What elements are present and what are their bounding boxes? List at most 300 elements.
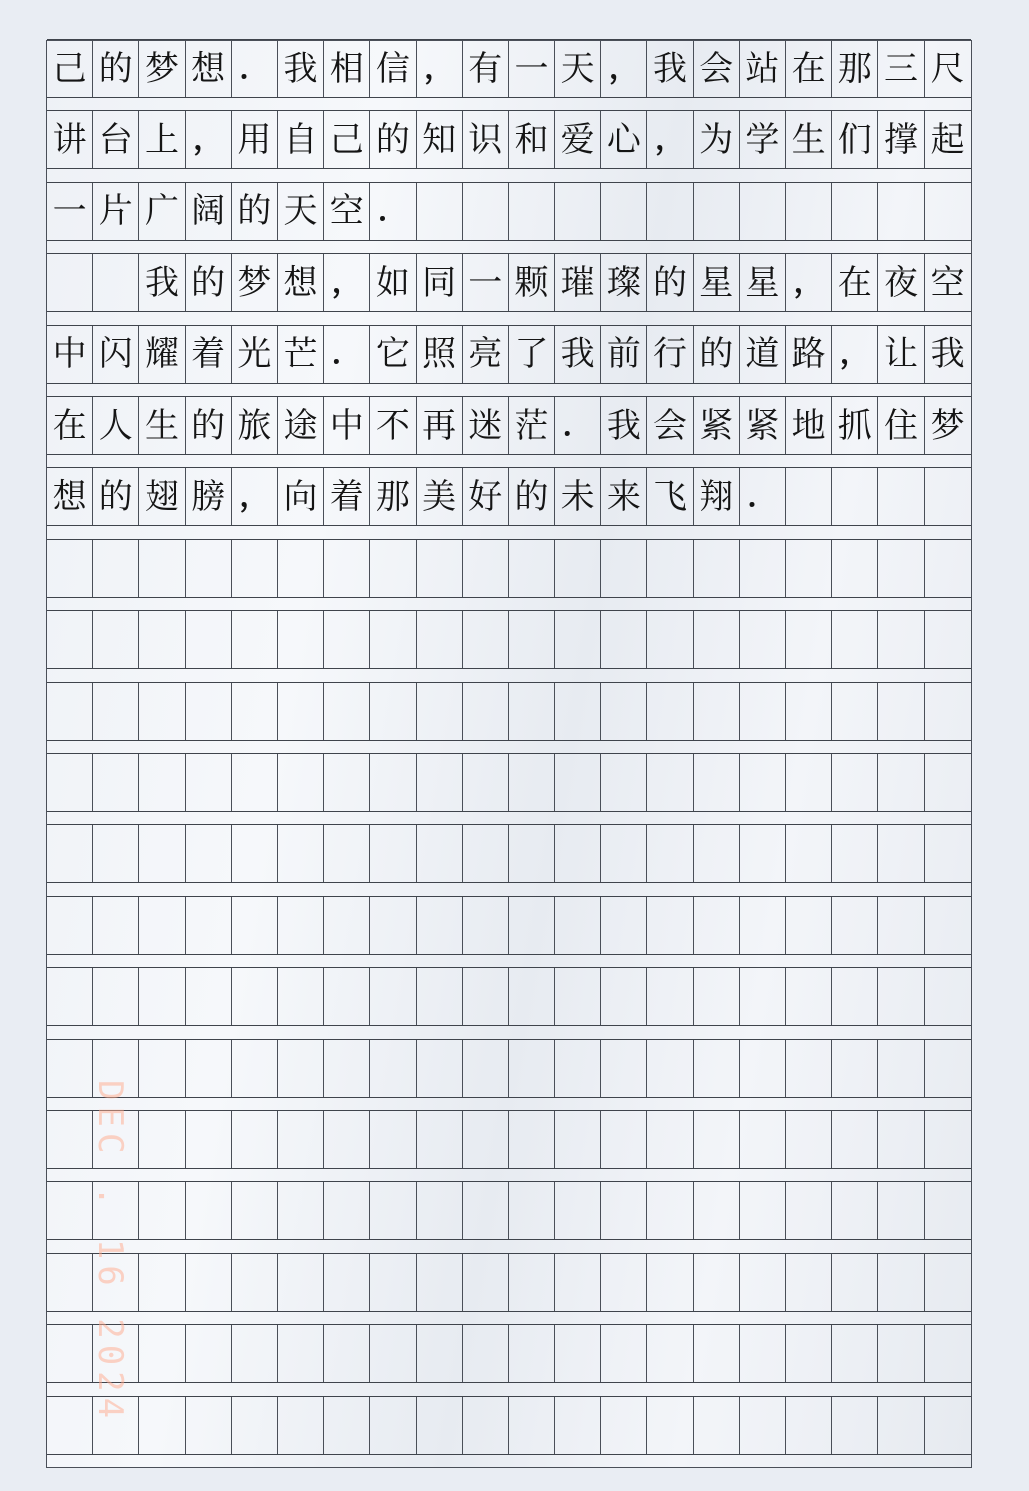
grid-cell — [555, 1325, 601, 1382]
grid-row — [47, 682, 971, 741]
grid-cell — [186, 611, 232, 668]
grid-cell: 亮 — [463, 326, 509, 383]
grid-cell — [186, 754, 232, 811]
grid-cell — [278, 611, 324, 668]
grid-cell — [694, 1182, 740, 1239]
grid-cell — [694, 754, 740, 811]
grid-cell — [925, 968, 971, 1025]
grid-cell — [278, 683, 324, 740]
grid-cell — [93, 540, 139, 597]
grid-cell — [694, 1040, 740, 1097]
grid-cell — [647, 754, 693, 811]
grid-cell — [232, 683, 278, 740]
grid-cell — [740, 183, 786, 240]
grid-cell: 中 — [47, 326, 93, 383]
grid-cell: ． — [232, 40, 278, 97]
grid-cell — [740, 897, 786, 954]
grid-cell — [370, 1325, 416, 1382]
grid-cell — [47, 754, 93, 811]
grid-cell — [647, 897, 693, 954]
grid-cell: 抓 — [832, 397, 878, 454]
grid-cell: 想 — [186, 40, 232, 97]
grid-row — [47, 1253, 971, 1312]
grid-cell — [93, 254, 139, 311]
grid-cell — [647, 183, 693, 240]
grid-cell: 翔 — [694, 468, 740, 525]
grid-cell: 讲 — [47, 111, 93, 168]
grid-cell — [925, 1111, 971, 1168]
grid-cell — [370, 1040, 416, 1097]
grid-cell: 心 — [601, 111, 647, 168]
grid-cell — [555, 1397, 601, 1454]
grid-cell — [139, 825, 185, 882]
grid-cell — [647, 611, 693, 668]
grid-cell — [324, 1397, 370, 1454]
grid-cell — [509, 540, 555, 597]
grid-cell — [601, 683, 647, 740]
grid-cell: 的 — [186, 397, 232, 454]
grid-cell: 前 — [601, 326, 647, 383]
grid-cell — [324, 1325, 370, 1382]
grid-cell: ． — [740, 468, 786, 525]
grid-cell: 途 — [278, 397, 324, 454]
grid-cell: 起 — [930, 119, 965, 160]
grid-cell — [925, 754, 971, 811]
grid-cell: 生 — [786, 111, 832, 168]
grid-cell — [878, 468, 924, 525]
grid-cell — [509, 183, 555, 240]
grid-cell — [463, 540, 509, 597]
grid-cell: 星 — [740, 254, 786, 311]
grid-cell — [139, 754, 185, 811]
grid-cell: 照 — [417, 326, 463, 383]
grid-cell: 那 — [370, 468, 416, 525]
grid-cell — [186, 1182, 232, 1239]
grid-cell: 会 — [694, 40, 740, 97]
grid-cell — [47, 897, 93, 954]
grid-cell — [463, 825, 509, 882]
grid-row — [47, 1110, 971, 1169]
grid-cell — [878, 1040, 924, 1097]
grid-cell: ． — [324, 326, 370, 383]
grid-cell — [509, 1040, 555, 1097]
grid-cell: 美 — [417, 468, 463, 525]
grid-cell — [417, 1040, 463, 1097]
grid-cell — [740, 540, 786, 597]
grid-cell — [555, 825, 601, 882]
grid-cell — [832, 540, 878, 597]
grid-cell: 璀 — [555, 254, 601, 311]
grid-cell: ， — [186, 111, 232, 168]
grid-cell — [694, 540, 740, 597]
grid-cell: 行 — [647, 326, 693, 383]
grid-cell: 阔 — [186, 183, 232, 240]
grid-cell — [647, 1182, 693, 1239]
grid-cell: 它 — [370, 326, 416, 383]
grid-cell — [925, 683, 971, 740]
grid-cell — [139, 611, 185, 668]
grid-cell — [278, 1325, 324, 1382]
grid-cell — [832, 1397, 878, 1454]
grid-cell — [601, 825, 647, 882]
grid-cell — [278, 540, 324, 597]
grid-cell — [370, 683, 416, 740]
grid-cell — [878, 968, 924, 1025]
grid-cell — [601, 1325, 647, 1382]
grid-cell — [555, 1182, 601, 1239]
grid-cell — [786, 754, 832, 811]
grid-cell — [509, 683, 555, 740]
grid-row — [47, 325, 971, 384]
grid-cell — [832, 825, 878, 882]
grid-cell: 着 — [324, 468, 370, 525]
grid-cell — [463, 183, 509, 240]
grid-cell — [463, 683, 509, 740]
grid-cell — [417, 1182, 463, 1239]
grid-cell — [370, 1397, 416, 1454]
grid-cell — [47, 1397, 93, 1454]
grid-cell — [878, 897, 924, 954]
grid-cell: 茫 — [509, 397, 555, 454]
grid-cell — [417, 897, 463, 954]
grid-cell — [324, 968, 370, 1025]
grid-cell — [278, 1040, 324, 1097]
grid-cell — [555, 897, 601, 954]
grid-cell — [417, 825, 463, 882]
grid-cell — [417, 1397, 463, 1454]
grid-cell — [370, 968, 416, 1025]
grid-cell: 让 — [878, 326, 924, 383]
grid-cell — [93, 897, 139, 954]
grid-cell: 在 — [786, 40, 832, 97]
grid-cell: 知 — [417, 111, 463, 168]
grid-cell: 同 — [417, 254, 463, 311]
grid-row — [47, 824, 971, 883]
grid-cell — [694, 1111, 740, 1168]
grid-cell — [601, 1397, 647, 1454]
grid-cell — [139, 897, 185, 954]
grid-cell: ， — [601, 40, 647, 97]
grid-cell: 我 — [601, 397, 647, 454]
grid-cell: 的 — [509, 468, 555, 525]
grid-cell — [786, 1040, 832, 1097]
grid-cell — [694, 683, 740, 740]
grid-cell: 道 — [740, 326, 786, 383]
grid-cell: 们 — [832, 111, 878, 168]
grid-cell: ， — [324, 254, 370, 311]
grid-cell — [509, 1182, 555, 1239]
grid-cell — [647, 825, 693, 882]
grid-cell — [832, 611, 878, 668]
grid-cell — [417, 1111, 463, 1168]
grid-cell: 的 — [370, 111, 416, 168]
grid-cell — [601, 183, 647, 240]
grid-cell: 识 — [463, 111, 509, 168]
grid-cell — [232, 1254, 278, 1311]
grid-cell — [463, 1111, 509, 1168]
grid-cell — [509, 1397, 555, 1454]
grid-cell: 中 — [324, 397, 370, 454]
grid-cell — [647, 1254, 693, 1311]
grid-cell: 星 — [694, 254, 740, 311]
grid-cell — [694, 1397, 740, 1454]
grid-row — [47, 967, 971, 1026]
grid-cell — [417, 183, 463, 240]
grid-cell — [463, 1182, 509, 1239]
grid-cell — [232, 1040, 278, 1097]
grid-cell — [878, 1111, 924, 1168]
grid-cell: 再 — [417, 397, 463, 454]
grid-cell: 相 — [324, 40, 370, 97]
grid-cell: 信 — [370, 40, 416, 97]
grid-cell: 紧 — [694, 397, 740, 454]
grid-row — [47, 1039, 971, 1098]
grid-cell — [232, 968, 278, 1025]
grid-cell — [694, 183, 740, 240]
grid-cell: 迷 — [463, 397, 509, 454]
grid-cell — [370, 1254, 416, 1311]
grid-cell — [786, 1182, 832, 1239]
grid-cell — [186, 1397, 232, 1454]
grid-cell: 己 — [324, 111, 370, 168]
grid-cell — [278, 1111, 324, 1168]
grid-cell — [740, 754, 786, 811]
grid-cell — [555, 683, 601, 740]
grid-cell — [694, 1254, 740, 1311]
grid-cell — [232, 1111, 278, 1168]
grid-cell — [47, 1040, 93, 1097]
writing-sheet — [46, 40, 972, 1468]
grid-cell — [509, 968, 555, 1025]
grid-cell — [278, 754, 324, 811]
grid-cell — [186, 540, 232, 597]
grid-cell — [324, 683, 370, 740]
grid-cell — [463, 897, 509, 954]
grid-cell: 尺 — [930, 48, 965, 89]
grid-cell — [832, 897, 878, 954]
grid-cell — [139, 683, 185, 740]
grid-cell — [786, 540, 832, 597]
grid-cell: 的 — [694, 326, 740, 383]
grid-cell — [232, 754, 278, 811]
grid-cell: 我 — [278, 40, 324, 97]
grid-cell: 光 — [232, 326, 278, 383]
grid-cell — [463, 1325, 509, 1382]
grid-cell — [47, 611, 93, 668]
grid-cell: 广 — [139, 183, 185, 240]
grid-cell — [786, 468, 832, 525]
grid-cell: 一 — [47, 183, 93, 240]
grid-cell: 在 — [832, 254, 878, 311]
grid-cell — [925, 540, 971, 597]
grid-cell — [186, 968, 232, 1025]
grid-cell: 三 — [878, 40, 924, 97]
grid-cell — [786, 825, 832, 882]
grid-cell — [647, 540, 693, 597]
grid-row — [47, 610, 971, 669]
grid-cell — [786, 683, 832, 740]
grid-cell — [370, 540, 416, 597]
grid-cell: 梦 — [930, 405, 965, 446]
grid-cell — [832, 754, 878, 811]
grid-cell: 有 — [463, 40, 509, 97]
grid-cell: ， — [417, 40, 463, 97]
grid-cell — [370, 1111, 416, 1168]
grid-cell — [740, 825, 786, 882]
grid-cell — [278, 825, 324, 882]
grid-cell — [832, 183, 878, 240]
grid-cell — [139, 1111, 185, 1168]
grid-cell — [93, 968, 139, 1025]
grid-cell — [925, 1325, 971, 1382]
grid-cell — [417, 1254, 463, 1311]
grid-cell — [878, 611, 924, 668]
grid-cell — [278, 1182, 324, 1239]
grid-cell — [232, 825, 278, 882]
grid-cell — [786, 897, 832, 954]
grid-row — [47, 253, 971, 312]
grid-cell — [786, 1325, 832, 1382]
grid-cell: 路 — [786, 326, 832, 383]
grid-cell — [832, 968, 878, 1025]
grid-cell: 上 — [139, 111, 185, 168]
grid-cell — [740, 1111, 786, 1168]
grid-cell — [93, 611, 139, 668]
grid-cell: 的 — [93, 40, 139, 97]
grid-cell — [278, 1397, 324, 1454]
grid-cell: 梦 — [232, 254, 278, 311]
grid-cell: 想 — [47, 468, 93, 525]
grid-cell: 旅 — [232, 397, 278, 454]
grid-cell: 我 — [930, 334, 965, 375]
grid-cell — [417, 540, 463, 597]
grid-cell: 芒 — [278, 326, 324, 383]
grid-cell — [232, 1325, 278, 1382]
grid-cell — [93, 825, 139, 882]
grid-cell — [601, 611, 647, 668]
grid-cell: 来 — [601, 468, 647, 525]
grid-cell: 站 — [740, 40, 786, 97]
grid-cell: 了 — [509, 326, 555, 383]
grid-cell — [555, 540, 601, 597]
grid-cell: 和 — [509, 111, 555, 168]
grid-cell — [463, 754, 509, 811]
grid-cell — [647, 968, 693, 1025]
grid-cell — [555, 183, 601, 240]
grid-cell — [324, 1254, 370, 1311]
grid-cell: 璨 — [601, 254, 647, 311]
grid-cell: 翅 — [139, 468, 185, 525]
grid-cell — [555, 754, 601, 811]
grid-cell — [786, 1254, 832, 1311]
grid-cell: 如 — [370, 254, 416, 311]
grid-cell: 我 — [139, 254, 185, 311]
grid-cell — [878, 1182, 924, 1239]
grid-row — [47, 39, 971, 98]
grid-cell: 不 — [370, 397, 416, 454]
grid-cell — [509, 897, 555, 954]
grid-cell — [47, 1325, 93, 1382]
grid-cell — [925, 1182, 971, 1239]
grid-cell — [925, 897, 971, 954]
grid-cell: 住 — [878, 397, 924, 454]
grid-cell: 想 — [278, 254, 324, 311]
grid-cell — [324, 1111, 370, 1168]
grid-cell — [232, 1397, 278, 1454]
grid-row — [47, 396, 971, 455]
grid-cell — [370, 897, 416, 954]
grid-cell — [509, 611, 555, 668]
grid-cell — [47, 1182, 93, 1239]
grid-cell — [324, 540, 370, 597]
grid-cell — [925, 468, 971, 525]
grid-cell: 台 — [93, 111, 139, 168]
grid-cell — [740, 1397, 786, 1454]
grid-cell — [324, 1182, 370, 1239]
grid-cell — [463, 1040, 509, 1097]
grid-cell — [47, 825, 93, 882]
grid-cell — [740, 683, 786, 740]
grid-cell: 一 — [509, 40, 555, 97]
grid-cell — [232, 1182, 278, 1239]
grid-row — [47, 467, 971, 526]
grid-cell — [139, 968, 185, 1025]
grid-cell: ． — [555, 397, 601, 454]
grid-cell: 天 — [278, 183, 324, 240]
grid-cell: 夜 — [878, 254, 924, 311]
grid-cell: ． — [370, 183, 416, 240]
grid-cell: 好 — [463, 468, 509, 525]
grid-cell — [509, 1254, 555, 1311]
grid-cell — [601, 897, 647, 954]
grid-cell — [832, 683, 878, 740]
grid-cell — [324, 825, 370, 882]
date-stamp: DEC . 16 2024 — [90, 1080, 130, 1425]
grid-cell — [647, 683, 693, 740]
grid-cell — [555, 1111, 601, 1168]
grid-cell — [186, 1254, 232, 1311]
grid-row — [47, 539, 971, 598]
grid-cell: 会 — [647, 397, 693, 454]
grid-cell: 学 — [740, 111, 786, 168]
grid-cell — [878, 754, 924, 811]
grid-cell — [832, 1111, 878, 1168]
grid-cell: 一 — [463, 254, 509, 311]
grid-cell — [878, 540, 924, 597]
grid-cell: 撑 — [878, 111, 924, 168]
grid-cell — [878, 1325, 924, 1382]
grid-cell — [509, 1325, 555, 1382]
grid-cell — [647, 1111, 693, 1168]
grid-cell: ， — [786, 254, 832, 311]
grid-cell — [463, 611, 509, 668]
grid-cell: 己 — [47, 40, 93, 97]
grid-cell — [47, 683, 93, 740]
grid-cell — [47, 254, 93, 311]
grid-cell — [878, 1397, 924, 1454]
grid-cell — [555, 968, 601, 1025]
grid-cell — [740, 611, 786, 668]
grid-cell — [370, 611, 416, 668]
grid-cell — [740, 968, 786, 1025]
grid-cell — [47, 968, 93, 1025]
grid-cell: ， — [832, 326, 878, 383]
grid-cell — [740, 1182, 786, 1239]
grid-cell — [139, 540, 185, 597]
grid-cell: 颗 — [509, 254, 555, 311]
grid-cell — [601, 1182, 647, 1239]
grid-row — [47, 1181, 971, 1240]
